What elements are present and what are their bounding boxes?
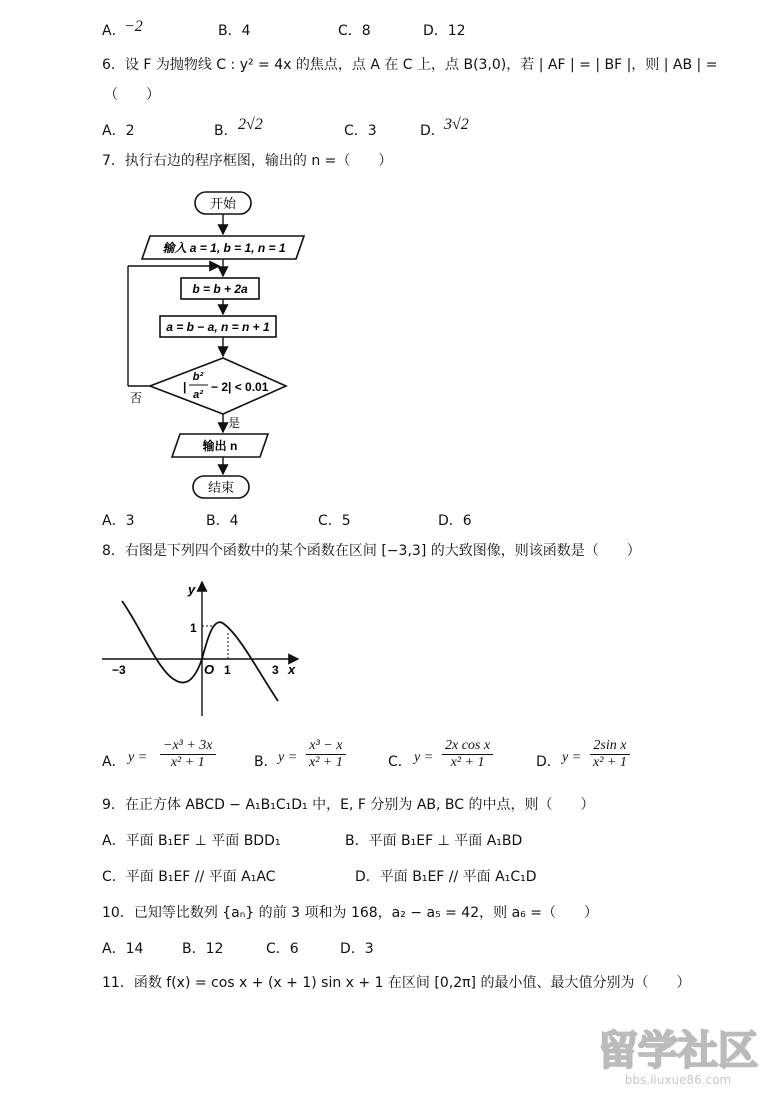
q8-option-a-label: A． xyxy=(102,754,126,770)
q10-stem: 10．已知等比数列 {aₙ} 的前 3 项和为 168，a₂ − a₅ = 42，则 a₆ =（ ） xyxy=(102,905,598,921)
graph-y-label: y xyxy=(188,582,196,597)
q9-option-c: C．平面 B₁EF // 平面 A₁AC xyxy=(102,869,276,885)
q8-option-c-num: 2x cos x xyxy=(442,738,493,755)
flow-step1-text: b = b + 2a xyxy=(192,282,248,296)
flow-cond-num: b² xyxy=(192,371,204,383)
q9-option-d: D．平面 B₁EF // 平面 A₁C₁D xyxy=(355,869,537,885)
flow-step2-text: a = b − a, n = n + 1 xyxy=(166,320,270,334)
q8-option-d-num: 2sin x xyxy=(590,738,630,755)
flow-cond-post: − 2| < 0.01 xyxy=(211,380,269,394)
q8-stem: 8．右图是下列四个函数中的某个函数在区间 [−3,3] 的大致图像，则该函数是（ ） xyxy=(102,543,641,559)
flow-end-text: 结束 xyxy=(207,480,235,495)
q8-option-b-fraction xyxy=(306,738,346,771)
q8-option-a-lhs: y = xyxy=(128,750,148,765)
watermark-main: 留学社区 xyxy=(598,1028,758,1074)
q7-option-a: A．3 xyxy=(102,513,135,529)
q8-option-d-fraction xyxy=(590,738,630,771)
q8-option-a-den: x² + 1 xyxy=(170,755,205,770)
q11-stem: 11．函数 f(x) = cos x + (x + 1) sin x + 1 在区间 [0,2π] 的最小值、最大值分别为（ ） xyxy=(102,975,691,991)
q5-option-d: D．12 xyxy=(423,23,466,39)
watermark-graphic xyxy=(594,1020,764,1090)
flow-no-label: 否 xyxy=(130,391,143,405)
q5-option-b: B．4 xyxy=(218,23,251,39)
flow-yes-label: 是 xyxy=(228,416,241,430)
q8-option-c-den: x² + 1 xyxy=(450,755,485,770)
q9-stem: 9．在正方体 ABCD − A₁B₁C₁D₁ 中，E, F 分别为 AB, BC 的中点，则（ ） xyxy=(102,797,595,813)
graph-tick-1x: 1 xyxy=(224,663,231,677)
q8-option-c-fraction xyxy=(442,738,493,771)
graph-origin-label: O xyxy=(204,662,215,677)
watermark-logo xyxy=(594,1020,764,1090)
q8-option-c-lhs: y = xyxy=(414,750,434,765)
q7-option-b: B．4 xyxy=(206,513,239,529)
q9-option-b: B．平面 B₁EF ⊥ 平面 A₁BD xyxy=(345,833,523,849)
q8-option-d-den: x² + 1 xyxy=(593,755,627,770)
q6-option-d-value: 3√2 xyxy=(444,116,469,133)
q10-option-c: C．6 xyxy=(266,941,299,957)
q8-option-b-label: B． xyxy=(254,754,278,770)
graph-tick-1y: 1 xyxy=(190,621,197,635)
graph-curve xyxy=(122,601,278,701)
q7-option-c: C．5 xyxy=(318,513,351,529)
watermark-sub: bbs.liuxue86.com xyxy=(624,1073,732,1087)
q5-option-a-label: A． xyxy=(102,23,126,39)
q5-option-a-value: −2 xyxy=(124,18,143,35)
flow-input-text: 输入 a = 1, b = 1, n = 1 xyxy=(162,241,286,255)
q6-stem: 6．设 F 为抛物线 C : y² = 4x 的焦点，点 A 在 C 上，点 B(3,0)，若 | AF | = | BF |，则 | AB | = xyxy=(102,57,718,73)
q10-option-a: A．14 xyxy=(102,941,144,957)
q6-option-d-label: D． xyxy=(420,123,445,139)
q6-option-c: C．3 xyxy=(344,123,377,139)
q6-option-b-value: 2√2 xyxy=(238,116,263,133)
q8-option-a-num: −x³ + 3x xyxy=(160,738,216,755)
q8-options xyxy=(102,738,662,778)
q6-option-a: A．2 xyxy=(102,123,135,139)
q5-option-c: C．8 xyxy=(338,23,371,39)
q8-option-b-den: x² + 1 xyxy=(309,755,343,770)
q6-option-b-label: B． xyxy=(214,123,238,139)
q8-option-b-lhs: y = xyxy=(278,750,298,765)
q7-option-d: D．6 xyxy=(438,513,472,529)
q8-option-c-label: C． xyxy=(388,754,412,770)
graph-tick-neg3: −3 xyxy=(112,663,126,677)
flow-cond-den: a² xyxy=(193,389,203,401)
q10-option-d: D．3 xyxy=(340,941,374,957)
q10-option-b: B．12 xyxy=(182,941,224,957)
q6-paren: （ ） xyxy=(104,87,160,103)
q8-option-d-lhs: y = xyxy=(562,750,582,765)
flowchart xyxy=(118,182,318,502)
q8-option-b-num: x³ − x xyxy=(306,738,346,755)
q9-option-a: A．平面 B₁EF ⊥ 平面 BDD₁ xyxy=(102,833,281,849)
q7-stem: 7．执行右边的程序框图，输出的 n =（ ） xyxy=(102,153,393,169)
graph-x-label: x xyxy=(288,662,296,677)
function-graph xyxy=(100,576,310,726)
flow-output-text: 输出 n xyxy=(202,439,238,453)
q8-option-d-label: D． xyxy=(536,754,561,770)
q8-option-a-fraction xyxy=(160,738,216,771)
flow-start-text: 开始 xyxy=(209,196,237,211)
flow-cond-pre: | xyxy=(183,380,187,394)
graph-tick-3: 3 xyxy=(272,663,279,677)
